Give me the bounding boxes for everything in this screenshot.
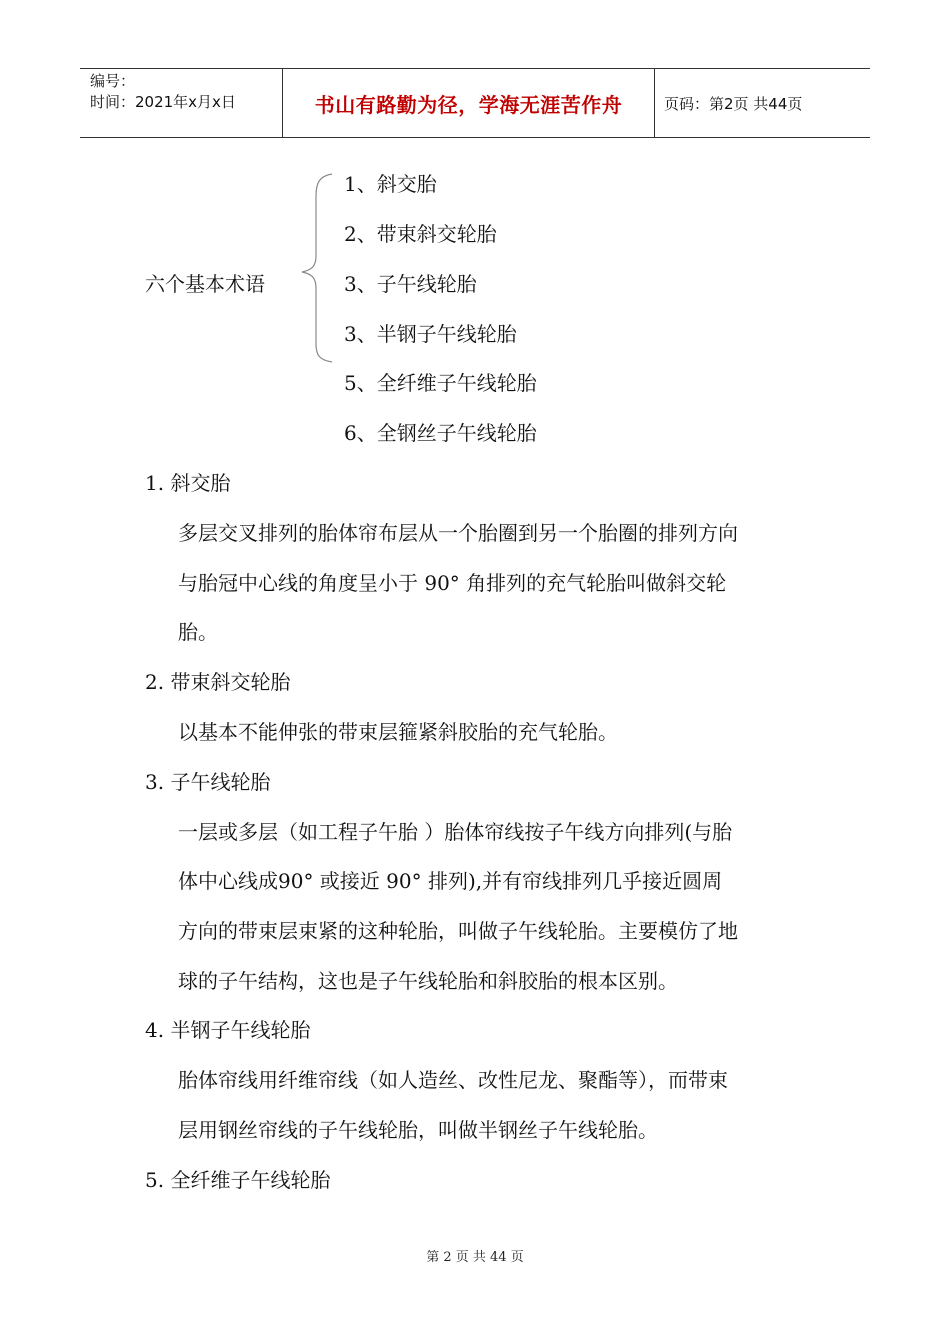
number-label: 编号：: [90, 72, 136, 90]
outline-item: 5、全纤维子午线轮胎: [344, 371, 537, 395]
outline-item: 3、半钢子午线轮胎: [344, 322, 517, 346]
section-heading: 2. 带束斜交轮胎: [145, 670, 291, 694]
paragraph-line: 胎体帘线用纤维帘线（如人造丝、改性尼龙、聚酯等），而带束: [178, 1068, 728, 1092]
paragraph-line: 层用钢丝帘线的子午线轮胎，叫做半钢丝子午线轮胎。: [178, 1118, 658, 1142]
header-left-cell: [90, 71, 236, 113]
section-heading: 3. 子午线轮胎: [145, 770, 271, 794]
header-table: [80, 68, 870, 138]
header-divider: [654, 69, 655, 137]
paragraph-line: 球的子午结构，这也是子午线轮胎和斜胶胎的根本区别。: [178, 969, 678, 993]
paragraph-line: 体中心线成90° 或接近 90° 排列),并有帘线排列几乎接近圆周: [178, 869, 723, 893]
page-footer: 第 2 页 共 44 页: [426, 1250, 524, 1265]
paragraph-line: 以基本不能伸张的带束层箍紧斜胶胎的充气轮胎。: [178, 720, 618, 744]
paragraph-line: 与胎冠中心线的角度呈小于 90° 角排列的充气轮胎叫做斜交轮: [178, 571, 727, 595]
header-page-info: 页码：第2页 共44页: [664, 94, 803, 113]
paragraph-line: 方向的带束层束紧的这种轮胎，叫做子午线轮胎。主要模仿了地: [178, 919, 738, 943]
outline-label: 六个基本术语: [145, 272, 265, 296]
paragraph-line: 胎。: [178, 620, 218, 644]
section-heading: 1. 斜交胎: [145, 471, 231, 495]
outline-item: 1、斜交胎: [344, 172, 437, 196]
curly-brace-icon: [300, 172, 334, 364]
paragraph-line: 多层交叉排列的胎体帘布层从一个胎圈到另一个胎圈的排列方向: [178, 521, 738, 545]
outline-item: 3、子午线轮胎: [344, 272, 477, 296]
outline-item: 6、全钢丝子午线轮胎: [344, 421, 537, 445]
paragraph-line: 一层或多层（如工程子午胎 ）胎体帘线按子午线方向排列(与胎: [178, 820, 733, 844]
section-heading: 5. 全纤维子午线轮胎: [145, 1168, 331, 1192]
time-label: 时间：2021年x月x日: [90, 93, 236, 111]
header-motto: 书山有路勤为径，学海无涯苦作舟: [314, 92, 623, 117]
outline-item: 2、带束斜交轮胎: [344, 222, 497, 246]
section-heading: 4. 半钢子午线轮胎: [145, 1018, 311, 1042]
